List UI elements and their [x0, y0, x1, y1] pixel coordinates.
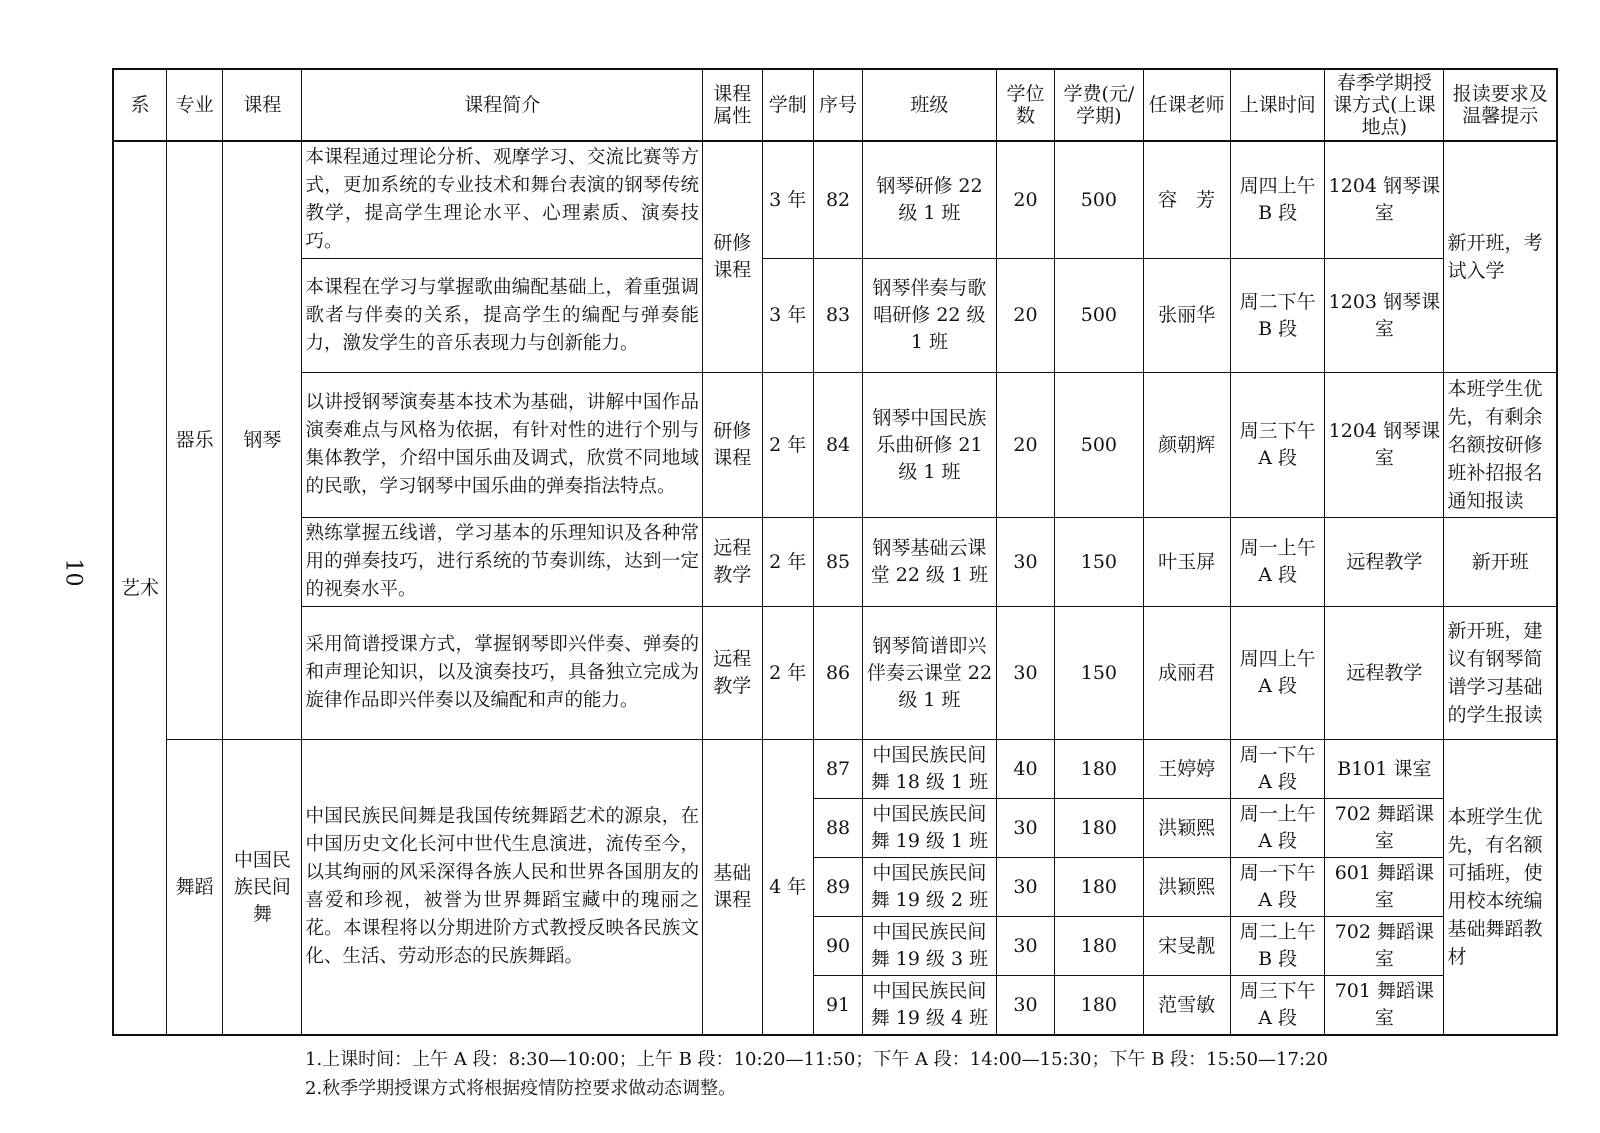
- class-89: 中国民族民间舞 19 级 2 班: [863, 858, 997, 917]
- header-class: 班级: [863, 69, 997, 141]
- seq-86: 86: [813, 607, 862, 740]
- header-note: 报读要求及温馨提示: [1444, 69, 1557, 141]
- intro-82: 本课程通过理论分析、观摩学习、交流比赛等方式，更加系统的专业技术和舞台表演的钢琴传统教学，提高学生理论水平、心理素质、演奏技巧。: [302, 141, 703, 259]
- tip-4: 新开班，建议有钢琴简谱学习基础的学生报读: [1444, 607, 1557, 740]
- attr-basic: 基础课程: [702, 740, 762, 1036]
- tip-5: 本班学生优先，有名额可插班，使用校本统编基础舞蹈教材: [1444, 740, 1557, 1036]
- fee-86: 150: [1055, 607, 1143, 740]
- table-row: [113, 518, 1557, 607]
- duration-84: 2 年: [762, 373, 813, 518]
- tip-3: 新开班: [1444, 518, 1557, 607]
- attr-84: 研修课程: [702, 373, 762, 518]
- header-intro: 课程简介: [302, 69, 703, 141]
- duration-82: 3 年: [762, 141, 813, 259]
- course-folk-dance: 中国民族民间舞: [223, 740, 302, 1036]
- fee-84: 500: [1055, 373, 1143, 518]
- seats-88: 30: [996, 799, 1055, 858]
- teacher-82: 容 芳: [1143, 141, 1230, 259]
- mode-82: 1204 钢琴课室: [1325, 141, 1444, 259]
- seq-87: 87: [813, 740, 862, 799]
- intro-84: 以讲授钢琴演奏基本技术为基础，讲解中国作品演奏难点与风格为依据，有针对性的进行个别与集体教学，介绍中国乐曲及调式，欣赏不同地域的民歌，学习钢琴中国乐曲的弹奏指法特点。: [302, 373, 703, 518]
- class-85: 钢琴基础云课堂 22 级 1 班: [863, 518, 997, 607]
- class-84: 钢琴中国民族乐曲研修 21 级 1 班: [863, 373, 997, 518]
- duration-83: 3 年: [762, 259, 813, 373]
- time-88: 周一上午 A 段: [1230, 799, 1324, 858]
- mode-83: 1203 钢琴课室: [1325, 259, 1444, 373]
- teacher-88: 洪颖熙: [1143, 799, 1230, 858]
- fee-91: 180: [1055, 976, 1143, 1036]
- teacher-91: 范雪敏: [1143, 976, 1230, 1036]
- seats-89: 30: [996, 858, 1055, 917]
- header-seq: 序号: [813, 69, 862, 141]
- header-duration: 学制: [762, 69, 813, 141]
- class-82: 钢琴研修 22 级 1 班: [863, 141, 997, 259]
- header-row: [113, 69, 1557, 141]
- mode-85: 远程教学: [1325, 518, 1444, 607]
- intro-83: 本课程在学习与掌握歌曲编配基础上，着重强调歌者与伴奏的关系，提高学生的编配与弹奏能力，激发学生的音乐表现力与创新能力。: [302, 259, 703, 373]
- tip-1: 新开班，考试入学: [1444, 141, 1557, 373]
- teacher-87: 王婷婷: [1143, 740, 1230, 799]
- seats-84: 20: [996, 373, 1055, 518]
- class-87: 中国民族民间舞 18 级 1 班: [863, 740, 997, 799]
- fee-82: 500: [1055, 141, 1143, 259]
- fee-87: 180: [1055, 740, 1143, 799]
- major-dance: 舞蹈: [166, 740, 222, 1036]
- duration-85: 2 年: [762, 518, 813, 607]
- attr-85: 远程教学: [702, 518, 762, 607]
- mode-84: 1204 钢琴课室: [1325, 373, 1444, 518]
- seats-90: 30: [996, 917, 1055, 976]
- fee-85: 150: [1055, 518, 1143, 607]
- header-time: 上课时间: [1230, 69, 1324, 141]
- course-table: [112, 68, 1558, 1036]
- table-row: [113, 740, 1557, 799]
- header-mode: 春季学期授课方式(上课地点): [1325, 69, 1444, 141]
- time-85: 周一上午 A 段: [1230, 518, 1324, 607]
- class-90: 中国民族民间舞 19 级 3 班: [863, 917, 997, 976]
- seq-88: 88: [813, 799, 862, 858]
- seq-85: 85: [813, 518, 862, 607]
- teacher-90: 宋旻靓: [1143, 917, 1230, 976]
- seats-83: 20: [996, 259, 1055, 373]
- class-91: 中国民族民间舞 19 级 4 班: [863, 976, 997, 1036]
- table-row: [113, 141, 1557, 259]
- header-teacher: 任课老师: [1143, 69, 1230, 141]
- time-84: 周三下午 A 段: [1230, 373, 1324, 518]
- seats-87: 40: [996, 740, 1055, 799]
- seq-82: 82: [813, 141, 862, 259]
- fee-90: 180: [1055, 917, 1143, 976]
- table-row: [113, 373, 1557, 518]
- time-91: 周三下午 A 段: [1230, 976, 1324, 1036]
- attr-advanced: 研修课程: [702, 141, 762, 373]
- fee-89: 180: [1055, 858, 1143, 917]
- intro-86: 采用简谱授课方式，掌握钢琴即兴伴奏、弹奏的和声理论知识，以及演奏技巧，具备独立完成为旋律作品即兴伴奏以及编配和声的能力。: [302, 607, 703, 740]
- class-88: 中国民族民间舞 19 级 1 班: [863, 799, 997, 858]
- class-86: 钢琴简谱即兴伴奏云课堂 22 级 1 班: [863, 607, 997, 740]
- seats-91: 30: [996, 976, 1055, 1036]
- teacher-83: 张丽华: [1143, 259, 1230, 373]
- header-fee: 学费(元/学期): [1055, 69, 1143, 141]
- course-piano: 钢琴: [223, 141, 302, 740]
- mode-89: 601 舞蹈课室: [1325, 858, 1444, 917]
- seq-90: 90: [813, 917, 862, 976]
- intro-85: 熟练掌握五线谱，学习基本的乐理知识及各种常用的弹奏技巧，进行系统的节奏训练，达到一定的视奏水平。: [302, 518, 703, 607]
- header-seats: 学位数: [996, 69, 1055, 141]
- footnote-2: 2.秋季学期授课方式将根据疫情防控要求做动态调整。: [305, 1078, 737, 1099]
- header-dept: 系: [113, 69, 166, 141]
- seats-86: 30: [996, 607, 1055, 740]
- class-83: 钢琴伴奏与歌唱研修 22 级 1 班: [863, 259, 997, 373]
- footnote-1: 1.上课时间：上午 A 段：8:30—10:00；上午 B 段：10:20—11:50；下午 A 段：14:00—15:30；下午 B 段：15:50—17:20: [305, 1049, 1328, 1070]
- fee-83: 500: [1055, 259, 1143, 373]
- mode-91: 701 舞蹈课室: [1325, 976, 1444, 1036]
- teacher-89: 洪颖熙: [1143, 858, 1230, 917]
- header-course: 课程: [223, 69, 302, 141]
- seq-89: 89: [813, 858, 862, 917]
- header-major: 专业: [166, 69, 222, 141]
- seats-82: 20: [996, 141, 1055, 259]
- attr-86: 远程教学: [702, 607, 762, 740]
- fee-88: 180: [1055, 799, 1143, 858]
- seats-85: 30: [996, 518, 1055, 607]
- duration-86: 2 年: [762, 607, 813, 740]
- table-row: [113, 259, 1557, 373]
- time-90: 周二上午 B 段: [1230, 917, 1324, 976]
- dept-cell: 艺术: [113, 141, 166, 1035]
- teacher-85: 叶玉屏: [1143, 518, 1230, 607]
- seq-91: 91: [813, 976, 862, 1036]
- header-attr: 课程属性: [702, 69, 762, 141]
- seq-84: 84: [813, 373, 862, 518]
- teacher-86: 成丽君: [1143, 607, 1230, 740]
- mode-87: B101 课室: [1325, 740, 1444, 799]
- intro-dance: 中国民族民间舞是我国传统舞蹈艺术的源泉，在中国历史文化长河中世代生息演进，流传至今，以其绚丽的风采深得各族人民和世界各国朋友的喜爱和珍视，被誉为世界舞蹈宝藏中的瑰丽之花。本课程将以分期进阶方式教授反映各民族文化、生活、劳动形态的民族舞蹈。: [302, 740, 703, 1036]
- teacher-84: 颜朝辉: [1143, 373, 1230, 518]
- time-83: 周二下午 B 段: [1230, 259, 1324, 373]
- mode-90: 702 舞蹈课室: [1325, 917, 1444, 976]
- tip-2: 本班学生优先，有剩余名额按研修班补招报名通知报读: [1444, 373, 1557, 518]
- time-87: 周一下午 A 段: [1230, 740, 1324, 799]
- duration-dance: 4 年: [762, 740, 813, 1036]
- major-instrument: 器乐: [166, 141, 222, 740]
- mode-88: 702 舞蹈课室: [1325, 799, 1444, 858]
- table-row: [113, 607, 1557, 740]
- time-86: 周四上午 A 段: [1230, 607, 1324, 740]
- time-82: 周四上午 B 段: [1230, 141, 1324, 259]
- seq-83: 83: [813, 259, 862, 373]
- page-number: 10: [60, 558, 86, 587]
- footnotes: [305, 1045, 1328, 1103]
- time-89: 周一下午 A 段: [1230, 858, 1324, 917]
- mode-86: 远程教学: [1325, 607, 1444, 740]
